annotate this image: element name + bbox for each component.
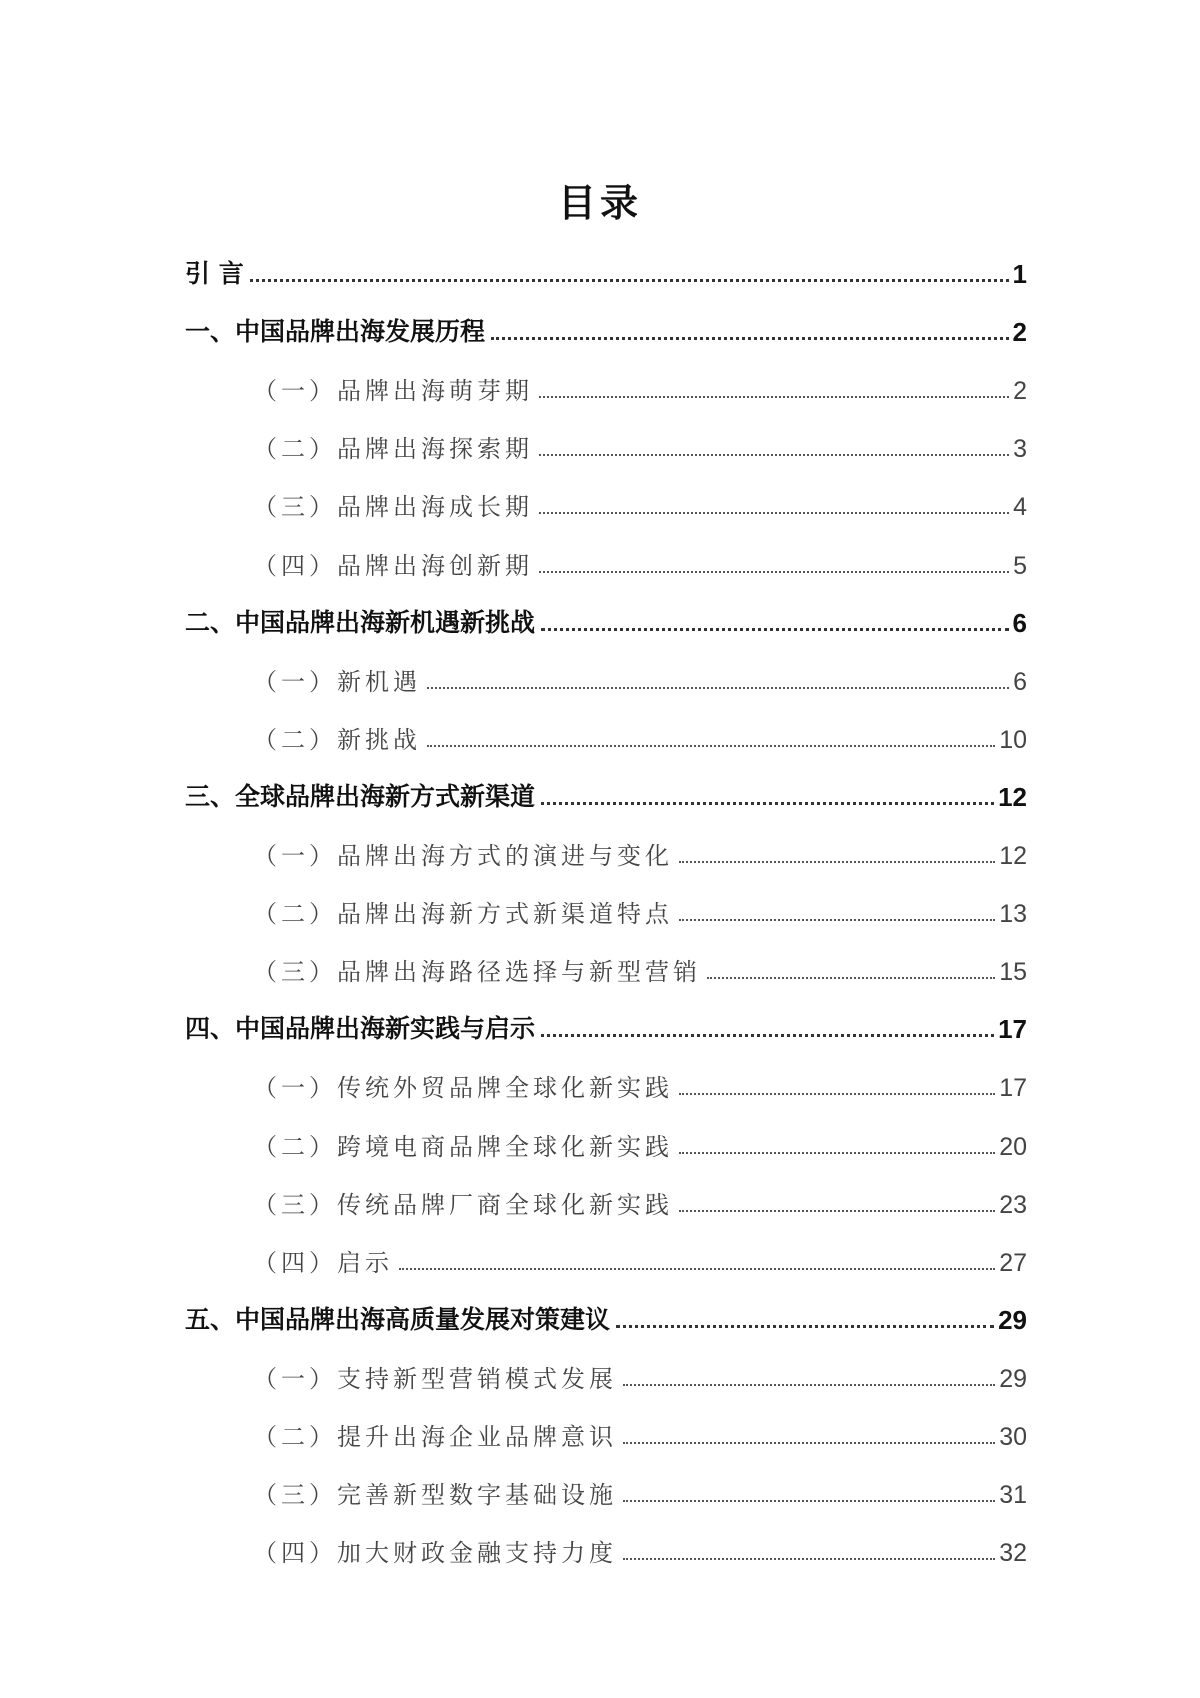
toc-title: 目录 [557, 181, 642, 225]
toc-entry-label: 四、中国品牌出海新实践与启示 [185, 1014, 536, 1044]
toc-subsection-entry[interactable] [185, 1220, 1027, 1278]
toc-page-number: 6 [1012, 607, 1027, 638]
toc-entry-label: （一）品牌出海方式的演进与变化 [253, 842, 673, 871]
toc-section-entry[interactable] [185, 755, 1027, 813]
toc-page-number: 31 [999, 1481, 1027, 1510]
dot-leader [616, 1325, 994, 1328]
dot-leader [541, 628, 1009, 631]
toc-section-entry[interactable] [185, 987, 1027, 1045]
toc-subsection-entry[interactable] [185, 1452, 1027, 1510]
toc-entry-label: （二）品牌出海新方式新渠道特点 [253, 900, 673, 929]
toc-page-number: 29 [999, 1364, 1027, 1393]
toc-entry-label: （二）新挑战 [253, 725, 421, 754]
toc-page-number: 32 [999, 1539, 1027, 1568]
toc-subsection-entry[interactable] [185, 348, 1027, 406]
toc-section-entry[interactable] [185, 581, 1027, 639]
toc-subsection-entry[interactable] [185, 464, 1027, 522]
dot-leader [623, 1500, 995, 1502]
dot-leader [623, 1384, 995, 1386]
toc-entry-label: （一）新机遇 [253, 667, 421, 696]
toc-subsection-entry[interactable] [185, 1394, 1027, 1452]
toc-subsection-entry[interactable] [185, 522, 1027, 580]
toc-subsection-entry[interactable] [185, 1045, 1027, 1103]
toc-subsection-entry[interactable] [185, 406, 1027, 464]
toc-page-number: 6 [1013, 667, 1027, 696]
toc-entry-label: （二）跨境电商品牌全球化新实践 [253, 1132, 673, 1161]
toc-subsection-entry[interactable] [185, 871, 1027, 929]
toc-page-number: 10 [999, 725, 1027, 754]
dot-leader [623, 1558, 995, 1560]
toc-entry-label: （一）品牌出海萌芽期 [253, 377, 533, 406]
toc-section-entry[interactable] [185, 1278, 1027, 1336]
dot-leader [541, 802, 994, 805]
dot-leader [399, 1268, 995, 1270]
toc-subsection-entry[interactable] [185, 1336, 1027, 1394]
toc-entry-label: 三、全球品牌出海新方式新渠道 [185, 781, 536, 811]
toc-page-number: 5 [1013, 551, 1027, 580]
toc-entry-label: 五、中国品牌出海高质量发展对策建议 [185, 1304, 611, 1334]
dot-leader [427, 745, 995, 747]
toc-subsection-entry[interactable] [185, 1510, 1027, 1568]
dot-leader [679, 1210, 995, 1212]
toc-entry-label: （三）品牌出海路径选择与新型营销 [253, 958, 701, 987]
toc-page-number: 23 [999, 1190, 1027, 1219]
table-of-contents [185, 232, 1027, 1568]
toc-entry-label: （四）启示 [253, 1248, 393, 1277]
toc-page-number: 4 [1013, 493, 1027, 522]
dot-leader [679, 919, 995, 921]
dot-leader [539, 396, 1009, 398]
dot-leader [250, 279, 1009, 282]
toc-page-number: 2 [1013, 377, 1027, 406]
toc-subsection-entry[interactable] [185, 813, 1027, 871]
toc-page-number: 2 [1012, 317, 1027, 348]
toc-entry-label: （一）传统外贸品牌全球化新实践 [253, 1074, 673, 1103]
dot-leader [679, 1152, 995, 1154]
toc-entry-label: （二）品牌出海探索期 [253, 435, 533, 464]
toc-page-number: 15 [999, 958, 1027, 987]
toc-entry-label: （三）传统品牌厂商全球化新实践 [253, 1190, 673, 1219]
toc-section-entry[interactable] [185, 290, 1027, 348]
toc-page-number: 29 [998, 1304, 1027, 1335]
toc-page-number: 12 [998, 781, 1027, 812]
toc-page-number: 20 [999, 1132, 1027, 1161]
dot-leader [539, 512, 1009, 514]
toc-page-number: 13 [999, 900, 1027, 929]
dot-leader [679, 1093, 995, 1095]
toc-page-number: 17 [998, 1014, 1027, 1045]
dot-leader [491, 337, 1009, 340]
toc-entry-label: （二）提升出海企业品牌意识 [253, 1422, 617, 1451]
toc-entry-label: 一、中国品牌出海发展历程 [185, 317, 486, 347]
toc-subsection-entry[interactable] [185, 1103, 1027, 1161]
toc-entry-label: （四）品牌出海创新期 [253, 551, 533, 580]
toc-subsection-entry[interactable] [185, 1162, 1027, 1220]
toc-entry-label: 引 言 [185, 259, 244, 289]
toc-entry-label: （一）支持新型营销模式发展 [253, 1364, 617, 1393]
toc-entry-label: （四）加大财政金融支持力度 [253, 1539, 617, 1568]
toc-entry-label: （三）品牌出海成长期 [253, 493, 533, 522]
toc-entry-label: 二、中国品牌出海新机遇新挑战 [185, 607, 536, 637]
dot-leader [541, 1034, 994, 1037]
toc-page-number: 1 [1012, 259, 1027, 290]
dot-leader [679, 861, 995, 863]
dot-leader [427, 687, 1009, 689]
dot-leader [623, 1442, 995, 1444]
toc-page-number: 3 [1013, 435, 1027, 464]
toc-section-entry[interactable] [185, 232, 1027, 290]
dot-leader [707, 977, 995, 979]
toc-entry-label: （三）完善新型数字基础设施 [253, 1481, 617, 1510]
toc-page-number: 17 [999, 1074, 1027, 1103]
toc-page-number: 27 [999, 1248, 1027, 1277]
toc-subsection-entry[interactable] [185, 929, 1027, 987]
dot-leader [539, 571, 1009, 573]
toc-subsection-entry[interactable] [185, 639, 1027, 697]
toc-page-number: 30 [999, 1422, 1027, 1451]
dot-leader [539, 454, 1009, 456]
toc-subsection-entry[interactable] [185, 697, 1027, 755]
toc-page-number: 12 [999, 842, 1027, 871]
